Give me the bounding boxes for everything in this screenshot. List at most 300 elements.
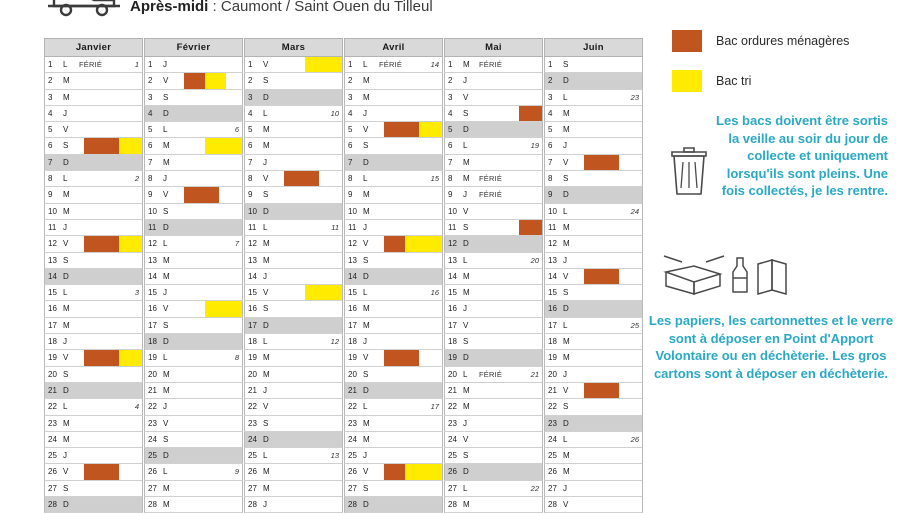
day-letter: D [463, 239, 469, 249]
day-number: 9 [48, 190, 53, 200]
week-number: 15 [430, 174, 439, 184]
calendar-day [144, 236, 243, 252]
collection-marker-tri [205, 73, 226, 88]
day-letter: J [63, 222, 67, 232]
calendar-day [44, 122, 143, 138]
day-letter: L [363, 60, 368, 69]
calendar-day [444, 383, 543, 399]
calendar-day [44, 155, 143, 171]
day-letter: S [63, 483, 69, 493]
day-number: 4 [448, 108, 453, 118]
day-letter: S [163, 434, 169, 444]
holiday-label: FÉRIÉ [79, 60, 103, 69]
calendar-day [444, 497, 543, 513]
day-number: 21 [348, 385, 357, 395]
day-letter: D [163, 222, 169, 232]
collection-marker-om [584, 269, 619, 284]
day-number: 14 [548, 271, 557, 281]
day-letter: M [63, 92, 70, 102]
calendar-day [44, 171, 143, 187]
calendar-day [344, 334, 443, 350]
day-number: 23 [348, 418, 357, 428]
day-letter: L [563, 434, 568, 444]
header-bar [0, 0, 900, 30]
calendar-day [544, 204, 643, 220]
day-letter: D [63, 500, 69, 510]
calendar-day [244, 334, 343, 350]
calendar-day [244, 171, 343, 187]
day-letter: M [163, 271, 170, 281]
calendar-day [244, 138, 343, 154]
day-number: 23 [548, 418, 557, 428]
day-letter: L [163, 125, 168, 135]
day-letter: V [63, 467, 69, 477]
day-letter: M [363, 418, 370, 428]
day-number: 17 [48, 320, 57, 330]
day-letter: J [63, 337, 67, 347]
day-number: 24 [48, 434, 57, 444]
week-number: 25 [630, 320, 639, 330]
holiday-label: FÉRIÉ [479, 60, 503, 69]
day-number: 20 [248, 369, 257, 379]
day-letter: D [63, 271, 69, 281]
day-number: 3 [548, 92, 553, 102]
collection-marker-om [84, 236, 119, 251]
calendar-day [544, 334, 643, 350]
calendar-day [144, 138, 243, 154]
collection-marker-om [384, 464, 405, 479]
day-letter: M [463, 288, 470, 298]
calendar-day [544, 285, 643, 301]
day-number: 11 [148, 222, 157, 232]
day-letter: M [63, 418, 70, 428]
week-number: 19 [530, 141, 539, 151]
day-letter: V [563, 157, 569, 167]
day-number: 27 [548, 483, 557, 493]
day-number: 2 [48, 76, 53, 86]
day-letter: M [563, 239, 570, 249]
week-number: 26 [630, 434, 639, 444]
day-number: 14 [448, 271, 457, 281]
day-letter: M [463, 157, 470, 167]
day-letter: L [463, 483, 468, 493]
day-number: 10 [148, 206, 157, 216]
collection-marker-tri [205, 138, 242, 153]
calendar-day [44, 106, 143, 122]
day-number: 7 [548, 157, 553, 167]
day-letter: M [263, 483, 270, 493]
day-letter: S [563, 402, 569, 412]
day-number: 27 [348, 483, 357, 493]
week-number: 9 [234, 467, 239, 477]
calendar-day [444, 481, 543, 497]
calendar-day [244, 106, 343, 122]
day-letter: V [63, 239, 69, 249]
day-number: 19 [548, 353, 557, 363]
day-number: 10 [348, 206, 357, 216]
day-letter: V [163, 418, 169, 428]
day-letter: V [363, 467, 369, 477]
collection-marker-tri [405, 236, 442, 251]
collection-marker-om [84, 138, 119, 153]
collection-marker-tri [305, 285, 342, 300]
day-letter: J [363, 222, 367, 232]
calendar-month [244, 38, 344, 513]
day-letter: M [263, 125, 270, 135]
day-letter: D [463, 125, 469, 135]
day-number: 14 [248, 271, 257, 281]
calendar-day [544, 90, 643, 106]
calendar-day [444, 318, 543, 334]
calendar-day [44, 204, 143, 220]
calendar-month [44, 38, 144, 513]
week-number: 16 [430, 288, 439, 298]
day-letter: V [263, 174, 269, 184]
calendar-day [544, 448, 643, 464]
day-letter: L [463, 369, 468, 379]
day-letter: M [163, 385, 170, 395]
collection-marker-om [384, 236, 405, 251]
day-number: 22 [548, 402, 557, 412]
day-number: 14 [48, 271, 57, 281]
day-number: 11 [448, 222, 457, 232]
garbage-truck-icon [46, 0, 122, 20]
calendar-day [544, 318, 643, 334]
day-letter: D [263, 206, 269, 216]
day-number: 27 [48, 483, 57, 493]
calendar-day [244, 399, 343, 415]
calendar-day [244, 204, 343, 220]
day-letter: D [563, 304, 569, 314]
day-number: 9 [448, 190, 453, 200]
calendar-day [344, 138, 443, 154]
calendar-day [144, 171, 243, 187]
calendar-day [144, 301, 243, 317]
day-number: 25 [448, 451, 457, 461]
week-number: 2 [134, 174, 139, 184]
day-number: 25 [148, 451, 157, 461]
calendar-month [544, 38, 644, 513]
day-letter: S [563, 174, 569, 184]
day-letter: D [163, 451, 169, 461]
day-letter: S [163, 92, 169, 102]
day-letter: L [463, 141, 468, 151]
day-number: 12 [348, 239, 357, 249]
day-letter: L [263, 222, 268, 232]
calendar-day [444, 399, 543, 415]
calendar-day [144, 155, 243, 171]
calendar-day [444, 220, 543, 236]
day-number: 18 [548, 337, 557, 347]
day-number: 2 [248, 76, 253, 86]
day-number: 8 [548, 174, 553, 184]
calendar-day [244, 432, 343, 448]
calendar-day [44, 73, 143, 89]
collection-marker-om [184, 187, 219, 202]
calendar-day [444, 73, 543, 89]
day-letter: M [163, 255, 170, 265]
day-letter: M [563, 125, 570, 135]
week-number: 14 [430, 60, 439, 69]
day-number: 12 [48, 239, 57, 249]
day-letter: M [63, 434, 70, 444]
day-number: 6 [248, 141, 253, 151]
holiday-label: FÉRIÉ [479, 174, 503, 184]
day-number: 18 [248, 337, 257, 347]
day-number: 5 [548, 125, 553, 135]
calendar-day [344, 481, 443, 497]
calendar-day [544, 301, 643, 317]
day-letter: M [63, 304, 70, 314]
day-number: 20 [448, 369, 457, 379]
day-letter: M [363, 206, 370, 216]
day-number: 28 [448, 500, 457, 510]
legend [672, 30, 849, 110]
calendar-month [144, 38, 244, 513]
calendar-day [544, 138, 643, 154]
calendar-day [144, 334, 243, 350]
calendar-day [344, 318, 443, 334]
day-letter: D [563, 190, 569, 200]
calendar-day [44, 269, 143, 285]
collection-marker-om [84, 464, 119, 479]
day-number: 5 [348, 125, 353, 135]
collection-marker-om [84, 350, 119, 365]
day-letter: M [563, 467, 570, 477]
day-number: 11 [548, 222, 557, 232]
calendar-day [444, 236, 543, 252]
day-number: 21 [48, 385, 57, 395]
day-number: 13 [548, 255, 557, 265]
calendar-day [344, 253, 443, 269]
day-number: 28 [248, 500, 257, 510]
day-letter: V [63, 125, 69, 135]
day-number: 9 [148, 190, 153, 200]
calendar-day [144, 464, 243, 480]
day-letter: V [363, 353, 369, 363]
day-number: 24 [348, 434, 357, 444]
calendar-day [544, 432, 643, 448]
day-letter: M [463, 174, 470, 184]
legend-label-tri: Bac tri [716, 74, 752, 88]
sector-label-strong: Après-midi [130, 0, 209, 15]
week-number: 13 [330, 451, 339, 461]
collection-marker-om [584, 155, 619, 170]
calendar-day [444, 57, 543, 73]
calendar-day [244, 122, 343, 138]
day-number: 27 [448, 483, 457, 493]
day-number: 12 [448, 239, 457, 249]
day-letter: J [63, 451, 67, 461]
day-letter: D [563, 418, 569, 428]
collection-marker-tri [419, 122, 442, 137]
calendar-day [144, 399, 243, 415]
calendar-day [144, 497, 243, 513]
day-number: 19 [448, 353, 457, 363]
calendar-day [144, 432, 243, 448]
day-number: 10 [248, 206, 257, 216]
calendar-day [544, 220, 643, 236]
day-number: 6 [348, 141, 353, 151]
calendar-day [444, 367, 543, 383]
collection-marker-om [584, 383, 619, 398]
day-number: 21 [248, 385, 257, 395]
day-letter: V [563, 500, 569, 510]
month-name: Juin [544, 38, 643, 57]
collection-marker-om [184, 73, 205, 88]
day-number: 12 [548, 239, 557, 249]
day-number: 15 [148, 288, 157, 298]
week-number: 3 [134, 288, 139, 298]
day-letter: J [563, 369, 567, 379]
day-number: 3 [248, 92, 253, 102]
calendar-day [444, 204, 543, 220]
calendar-day [344, 57, 443, 73]
day-number: 26 [348, 467, 357, 477]
day-letter: M [263, 353, 270, 363]
day-number: 28 [348, 500, 357, 510]
day-letter: M [563, 108, 570, 118]
calendar-day [544, 57, 643, 73]
calendar-day [344, 204, 443, 220]
week-number: 10 [330, 108, 339, 118]
day-letter: J [363, 337, 367, 347]
day-letter: J [463, 190, 467, 200]
calendar-day [344, 432, 443, 448]
week-number: 22 [530, 483, 539, 493]
calendar-day [44, 236, 143, 252]
calendar-day [244, 73, 343, 89]
sector-label [130, 0, 433, 15]
day-letter: L [563, 206, 568, 216]
day-letter: S [563, 288, 569, 298]
calendar-day [44, 334, 143, 350]
calendar-day [344, 367, 443, 383]
day-number: 6 [448, 141, 453, 151]
day-number: 27 [148, 483, 157, 493]
day-letter: D [263, 434, 269, 444]
day-number: 5 [48, 125, 53, 135]
day-letter: M [363, 92, 370, 102]
calendar-day [244, 90, 343, 106]
day-number: 1 [348, 60, 353, 69]
day-letter: V [563, 271, 569, 281]
day-number: 14 [348, 271, 357, 281]
month-name: Mai [444, 38, 543, 57]
calendar-day [444, 138, 543, 154]
day-number: 21 [448, 385, 457, 395]
day-letter: D [363, 157, 369, 167]
day-letter: M [163, 500, 170, 510]
day-number: 24 [248, 434, 257, 444]
day-number: 12 [248, 239, 257, 249]
day-number: 2 [548, 76, 553, 86]
day-number: 7 [248, 157, 253, 167]
calendar-day [344, 171, 443, 187]
day-number: 23 [148, 418, 157, 428]
day-letter: L [363, 174, 368, 184]
month-name: Avril [344, 38, 443, 57]
day-number: 25 [48, 451, 57, 461]
day-letter: D [63, 157, 69, 167]
calendar-day [144, 204, 243, 220]
calendar-day [44, 481, 143, 497]
day-number: 18 [448, 337, 457, 347]
day-number: 4 [248, 108, 253, 118]
calendar-day [544, 171, 643, 187]
day-number: 1 [48, 60, 53, 69]
calendar-day [144, 416, 243, 432]
calendar-day [44, 432, 143, 448]
calendar-day [144, 285, 243, 301]
day-number: 15 [248, 288, 257, 298]
day-number: 8 [48, 174, 53, 184]
day-number: 6 [548, 141, 553, 151]
day-letter: V [263, 60, 269, 69]
day-letter: J [163, 402, 167, 412]
day-letter: V [163, 76, 169, 86]
calendar-day [444, 187, 543, 203]
day-number: 18 [148, 337, 157, 347]
calendar-month [444, 38, 544, 513]
day-letter: S [363, 483, 369, 493]
day-letter: J [163, 288, 167, 298]
day-letter: J [563, 483, 567, 493]
calendar-day [44, 497, 143, 513]
day-number: 16 [348, 304, 357, 314]
day-number: 19 [248, 353, 257, 363]
bin-color-swatch-om-icon [672, 30, 702, 52]
day-letter: M [263, 369, 270, 379]
day-number: 28 [148, 500, 157, 510]
day-letter: S [263, 190, 269, 200]
day-letter: S [263, 76, 269, 86]
day-letter: S [463, 451, 469, 461]
collection-marker-tri [205, 301, 242, 316]
calendar-day [44, 399, 143, 415]
calendar-day [544, 497, 643, 513]
day-number: 8 [148, 174, 153, 184]
week-number: 6 [234, 125, 239, 135]
day-letter: V [163, 304, 169, 314]
day-letter: S [163, 320, 169, 330]
calendar-day [444, 90, 543, 106]
day-number: 13 [248, 255, 257, 265]
collection-marker-tri [305, 57, 342, 72]
day-letter: M [563, 353, 570, 363]
calendar-day [544, 367, 643, 383]
day-number: 19 [48, 353, 57, 363]
week-number: 12 [330, 337, 339, 347]
day-letter: M [363, 76, 370, 86]
week-number: 1 [134, 60, 139, 69]
day-number: 12 [148, 239, 157, 249]
day-letter: D [363, 500, 369, 510]
bin-instructions-text: Les bacs doivent être sortis la veille au soir du jour de collecte et uniquement lorsqu'ils sont pleins. Une fois collectés, je les rentre. [716, 113, 888, 198]
calendar-day [344, 269, 443, 285]
day-number: 4 [148, 108, 153, 118]
day-number: 7 [348, 157, 353, 167]
day-letter: M [563, 222, 570, 232]
day-number: 26 [148, 467, 157, 477]
day-letter: S [63, 141, 69, 151]
calendar-day [344, 285, 443, 301]
day-number: 6 [48, 141, 53, 151]
calendar-day [544, 236, 643, 252]
week-number: 21 [530, 369, 539, 379]
day-letter: M [263, 467, 270, 477]
calendar-day [244, 253, 343, 269]
